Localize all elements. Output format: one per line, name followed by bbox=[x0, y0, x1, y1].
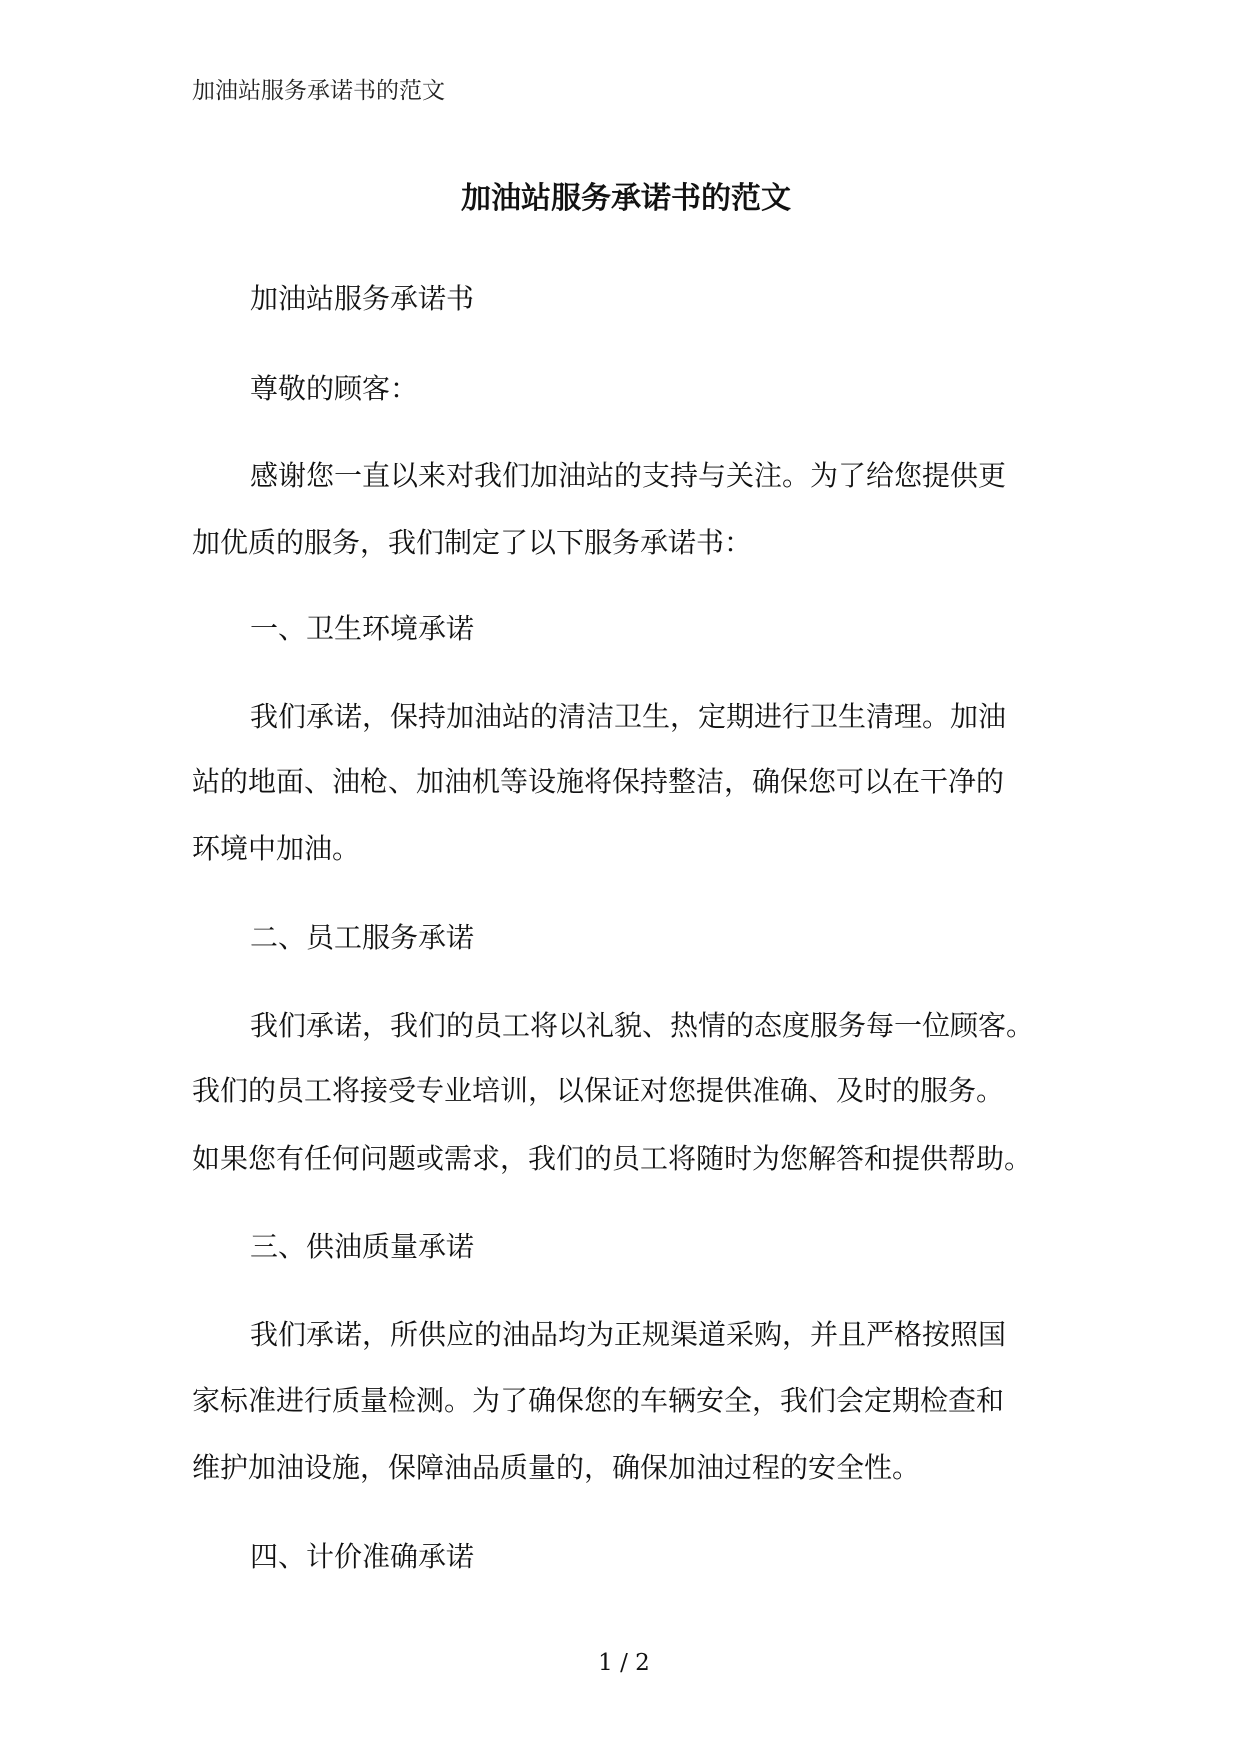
subtitle: 加油站服务承诺书 bbox=[250, 282, 475, 315]
page-header: 加油站服务承诺书的范文 bbox=[192, 78, 445, 104]
paragraph-line: 家标准进行质量检测。为了确保您的车辆安全，我们会定期检查和 bbox=[192, 1384, 1005, 1417]
paragraph-line: 我们承诺，我们的员工将以礼貌、热情的态度服务每一位顾客。 bbox=[250, 1009, 1035, 1042]
document-title: 加油站服务承诺书的范文 bbox=[461, 181, 791, 216]
paragraph-line: 维护加油设施，保障油品质量的，确保加油过程的安全性。 bbox=[192, 1451, 921, 1484]
section-heading: 三、供油质量承诺 bbox=[250, 1230, 475, 1263]
page-number: 1 / 2 bbox=[598, 1650, 650, 1676]
paragraph-line: 如果您有任何问题或需求，我们的员工将随时为您解答和提供帮助。 bbox=[192, 1142, 1033, 1175]
intro-line: 加优质的服务，我们制定了以下服务承诺书： bbox=[192, 526, 753, 559]
section-heading: 二、员工服务承诺 bbox=[250, 921, 475, 954]
salutation: 尊敬的顾客： bbox=[250, 372, 419, 405]
paragraph-line: 我们承诺，保持加油站的清洁卫生，定期进行卫生清理。加油 bbox=[250, 700, 1007, 733]
paragraph-line: 我们的员工将接受专业培训，以保证对您提供准确、及时的服务。 bbox=[192, 1074, 1005, 1107]
paragraph-line: 环境中加油。 bbox=[192, 832, 361, 865]
paragraph-line: 我们承诺，所供应的油品均为正规渠道采购，并且严格按照国 bbox=[250, 1318, 1007, 1351]
section-heading: 一、卫生环境承诺 bbox=[250, 612, 475, 645]
paragraph-line: 站的地面、油枪、加油机等设施将保持整洁，确保您可以在干净的 bbox=[192, 765, 1005, 798]
intro-line: 感谢您一直以来对我们加油站的支持与关注。为了给您提供更 bbox=[250, 459, 1007, 492]
section-heading: 四、计价准确承诺 bbox=[250, 1540, 475, 1573]
